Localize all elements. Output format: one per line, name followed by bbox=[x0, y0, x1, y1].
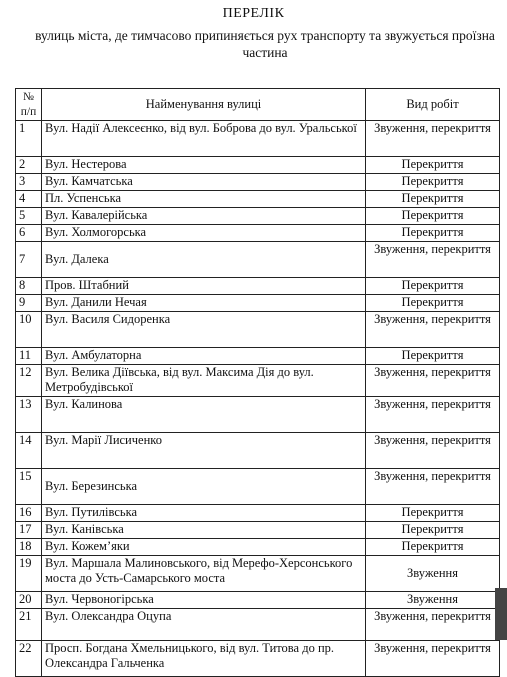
row-street: Вул. Надії Алексеєнко, від вул. Боброва до вул. Уральської bbox=[42, 121, 366, 157]
row-number: 6 bbox=[16, 225, 42, 242]
row-work: Перекриття bbox=[366, 278, 500, 295]
row-street: Вул. Калинова bbox=[42, 397, 366, 433]
table-row bbox=[16, 609, 500, 641]
row-number: 9 bbox=[16, 295, 42, 312]
row-work: Звуження bbox=[366, 592, 500, 609]
row-street: Вул. Марії Лисиченко bbox=[42, 433, 366, 469]
row-number: 7 bbox=[16, 242, 42, 278]
row-work: Звуження, перекриття bbox=[366, 469, 500, 505]
row-street: Вул. Велика Діївська, від вул. Максима Дія до вул. Метробудівської bbox=[42, 365, 366, 397]
row-number: 21 bbox=[16, 609, 42, 641]
table-row bbox=[16, 365, 500, 397]
row-street: Вул. Кожем’яки bbox=[42, 539, 366, 556]
row-work: Перекриття bbox=[366, 208, 500, 225]
table-row bbox=[16, 539, 500, 556]
row-work: Перекриття bbox=[366, 174, 500, 191]
row-number: 5 bbox=[16, 208, 42, 225]
table-row bbox=[16, 278, 500, 295]
row-work: Перекриття bbox=[366, 225, 500, 242]
row-number: 13 bbox=[16, 397, 42, 433]
table-row bbox=[16, 157, 500, 174]
row-work: Звуження, перекриття bbox=[366, 641, 500, 677]
row-street: Вул. Нестерова bbox=[42, 157, 366, 174]
row-number: 10 bbox=[16, 312, 42, 348]
row-work: Звуження, перекриття bbox=[366, 242, 500, 278]
row-street: Вул. Холмогорська bbox=[42, 225, 366, 242]
row-street: Вул. Путилівська bbox=[42, 505, 366, 522]
table-row bbox=[16, 295, 500, 312]
table-row bbox=[16, 556, 500, 592]
row-number: 20 bbox=[16, 592, 42, 609]
header-street: Найменування вулиці bbox=[42, 89, 366, 121]
table-row bbox=[16, 469, 500, 505]
row-work: Звуження, перекриття bbox=[366, 609, 500, 641]
table-row bbox=[16, 225, 500, 242]
row-number: 4 bbox=[16, 191, 42, 208]
row-number: 22 bbox=[16, 641, 42, 677]
row-work: Перекриття bbox=[366, 157, 500, 174]
row-number: 2 bbox=[16, 157, 42, 174]
table-row bbox=[16, 522, 500, 539]
row-number: 18 bbox=[16, 539, 42, 556]
row-street: Вул. Березинська bbox=[42, 469, 366, 505]
row-number: 17 bbox=[16, 522, 42, 539]
row-number: 16 bbox=[16, 505, 42, 522]
table-row bbox=[16, 121, 500, 157]
table-row bbox=[16, 208, 500, 225]
table-row bbox=[16, 433, 500, 469]
table-row bbox=[16, 242, 500, 278]
row-number: 1 bbox=[16, 121, 42, 157]
row-number: 19 bbox=[16, 556, 42, 592]
row-number: 3 bbox=[16, 174, 42, 191]
row-street: Вул. Маршала Малиновського, від Мерефо-Херсонського моста до Усть-Самарського моста bbox=[42, 556, 366, 592]
row-number: 15 bbox=[16, 469, 42, 505]
row-work: Перекриття bbox=[366, 348, 500, 365]
row-street: Пл. Успенська bbox=[42, 191, 366, 208]
row-street: Вул. Кавалерійська bbox=[42, 208, 366, 225]
table-row bbox=[16, 592, 500, 609]
table-row bbox=[16, 312, 500, 348]
row-street: Пров. Штабний bbox=[42, 278, 366, 295]
row-street: Вул. Канівська bbox=[42, 522, 366, 539]
row-street: Вул. Амбулаторна bbox=[42, 348, 366, 365]
table-header-row bbox=[16, 89, 500, 121]
document-title: ПЕРЕЛІК bbox=[222, 6, 285, 21]
row-work: Звуження, перекриття bbox=[366, 433, 500, 469]
row-work: Перекриття bbox=[366, 295, 500, 312]
row-street: Вул. Далека bbox=[42, 242, 366, 278]
row-street: Вул. Камчатська bbox=[42, 174, 366, 191]
table-row bbox=[16, 174, 500, 191]
table-row bbox=[16, 191, 500, 208]
table-row bbox=[16, 641, 500, 677]
row-work: Перекриття bbox=[366, 505, 500, 522]
row-work: Звуження, перекриття bbox=[366, 365, 500, 397]
row-street: Вул. Василя Сидоренка bbox=[42, 312, 366, 348]
row-work: Перекриття bbox=[366, 539, 500, 556]
streets-table bbox=[15, 88, 500, 677]
row-work: Перекриття bbox=[366, 191, 500, 208]
row-work: Звуження, перекриття bbox=[366, 121, 500, 157]
row-number: 14 bbox=[16, 433, 42, 469]
table-row bbox=[16, 397, 500, 433]
row-number: 11 bbox=[16, 348, 42, 365]
binder-clip-mark bbox=[495, 588, 507, 640]
row-work: Звуження, перекриття bbox=[366, 312, 500, 348]
table-row bbox=[16, 505, 500, 522]
header-number: № п/п bbox=[16, 89, 42, 121]
row-street: Вул. Червоногірська bbox=[42, 592, 366, 609]
row-street: Вул. Олександра Оцупа bbox=[42, 609, 366, 641]
row-work: Звуження bbox=[366, 556, 500, 592]
table-row bbox=[16, 348, 500, 365]
row-number: 12 bbox=[16, 365, 42, 397]
document-subtitle: вулиць міста, де тимчасово припиняється рух транспорту та звужується проїзна частина bbox=[35, 28, 495, 60]
row-street: Вул. Данили Нечая bbox=[42, 295, 366, 312]
row-work: Перекриття bbox=[366, 522, 500, 539]
row-work: Звуження, перекриття bbox=[366, 397, 500, 433]
row-street: Просп. Богдана Хмельницького, від вул. Титова до пр. Олександра Гальченка bbox=[42, 641, 366, 677]
row-number: 8 bbox=[16, 278, 42, 295]
header-work: Вид робіт bbox=[366, 89, 500, 121]
